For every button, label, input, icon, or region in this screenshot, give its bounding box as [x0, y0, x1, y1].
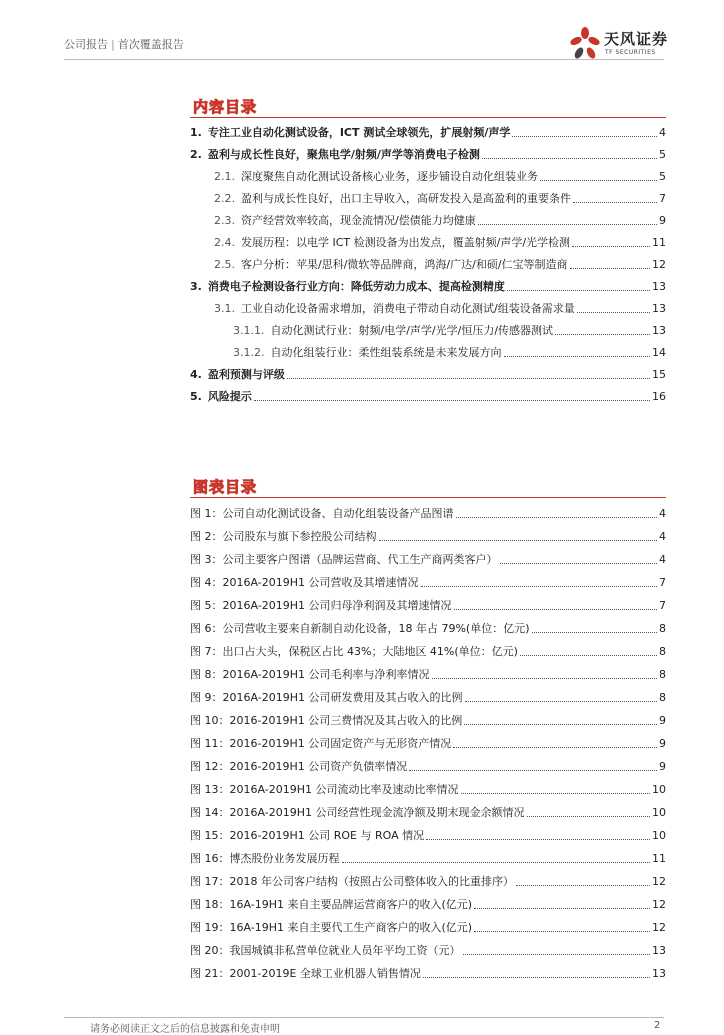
toc-leader-dots — [573, 202, 657, 203]
figure-leader-dots — [474, 908, 650, 909]
figure-item-label: 图 13：2016A-2019H1 公司流动比率及速动比率情况 — [190, 783, 459, 796]
toc-leader-dots — [482, 158, 657, 159]
figure-item-page: 11 — [652, 852, 666, 865]
figure-item-page: 8 — [659, 645, 666, 658]
toc-item-label: 风险提示 — [207, 390, 252, 403]
toc-item[interactable] — [214, 190, 666, 206]
figure-leader-dots — [464, 724, 657, 725]
toc-item[interactable] — [214, 300, 666, 316]
figure-leader-dots — [379, 540, 658, 541]
figure-leader-dots — [342, 862, 651, 863]
figure-item-label: 图 14：2016A-2019H1 公司经营性现金流净额及期末现金余额情况 — [190, 806, 525, 819]
figure-leader-dots — [421, 586, 657, 587]
figure-item-page: 10 — [652, 783, 666, 796]
toc-leader-dots — [512, 136, 657, 137]
figure-leader-dots — [453, 747, 657, 748]
toc-item-number: 2.4. — [214, 236, 235, 249]
figure-item-label: 图 4：2016A-2019H1 公司营收及其增速情况 — [190, 576, 419, 589]
figure-item-page: 8 — [659, 668, 666, 681]
toc-item-label: 自动化测试行业：射频/电学/声学/光学/恒压力/传感器测试 — [270, 324, 554, 337]
toc-item-number: 2.2. — [214, 192, 235, 205]
toc-item-label: 自动化组装行业：柔性组装系统是未来发展方向 — [270, 346, 502, 359]
toc-item-number: 3.1. — [214, 302, 235, 315]
breadcrumb — [64, 36, 184, 52]
figure-leader-dots — [423, 977, 650, 978]
figure-item-label: 图 16：博杰股份业务发展历程 — [190, 852, 340, 865]
figure-item-label: 图 20：我国城镇非私营单位就业人员年平均工资（元） — [190, 944, 461, 957]
figure-item-page: 4 — [659, 553, 666, 566]
toc-item-label: 消费电子检测设备行业方向：降低劳动力成本、提高检测精度 — [207, 280, 505, 293]
toc-leader-dots — [577, 312, 650, 313]
figure-item-page: 12 — [652, 898, 666, 911]
figure-item-label: 图 1：公司自动化测试设备、自动化组装设备产品图谱 — [190, 507, 454, 520]
figure-leader-dots — [461, 793, 651, 794]
toc-item[interactable] — [190, 146, 666, 162]
figure-item[interactable] — [190, 735, 666, 751]
toc-item[interactable] — [214, 234, 666, 250]
figures-title: 图表目录 — [193, 478, 258, 496]
figure-item-label: 图 15：2016-2019H1 公司 ROE 与 ROA 情况 — [190, 829, 425, 842]
figure-leader-dots — [426, 839, 650, 840]
toc-item-number: 2.1. — [214, 170, 235, 183]
toc-item-page: 12 — [652, 258, 666, 271]
breadcrumb-report-type: 公司报告 — [64, 38, 108, 51]
figure-leader-dots — [456, 517, 658, 518]
figure-leader-dots — [409, 770, 657, 771]
figure-item-page: 10 — [652, 806, 666, 819]
page-header — [0, 0, 724, 68]
toc-item-number: 3.1.1. — [233, 324, 265, 337]
toc-item-number: 5. — [190, 390, 202, 403]
toc-item[interactable] — [233, 344, 666, 360]
toc-item-number: 3.1.2. — [233, 346, 265, 359]
figure-leader-dots — [474, 931, 650, 932]
figure-leader-dots — [500, 563, 658, 564]
figure-item[interactable] — [190, 597, 666, 613]
toc-item[interactable] — [190, 124, 666, 140]
figure-item[interactable] — [190, 666, 666, 682]
toc-item[interactable] — [190, 388, 666, 404]
toc-item[interactable] — [214, 168, 666, 184]
figure-item[interactable] — [190, 689, 666, 705]
breadcrumb-separator: | — [111, 38, 115, 51]
figure-item[interactable] — [190, 919, 666, 935]
toc-item-page: 13 — [652, 280, 666, 293]
figure-item[interactable] — [190, 528, 666, 544]
header-divider — [64, 59, 664, 60]
figure-leader-dots — [520, 655, 657, 656]
footer-page-number: 2 — [654, 1020, 661, 1031]
figure-item-page: 12 — [652, 875, 666, 888]
figure-item-label: 图 18：16A-19H1 来自主要品牌运营商客户的收入(亿元) — [190, 898, 473, 911]
figure-leader-dots — [527, 816, 651, 817]
toc-item-label: 盈利与成长性良好，出口主导收入，高研发投入是高盈利的重要条件 — [241, 192, 571, 205]
figure-item[interactable] — [190, 850, 666, 866]
figure-item-label: 图 6：公司营收主要来自新制自动化设备，18 年占 79%(单位：亿元) — [190, 622, 530, 635]
figure-item-page: 8 — [659, 691, 666, 704]
figure-item-label: 图 12：2016-2019H1 公司资产负债率情况 — [190, 760, 408, 773]
figure-item-label: 图 19：16A-19H1 来自主要代工生产商客户的收入(亿元) — [190, 921, 473, 934]
toc-item[interactable] — [233, 322, 666, 338]
figure-item-label: 图 5：2016A-2019H1 公司归母净利润及其增速情况 — [190, 599, 452, 612]
figure-item-page: 9 — [659, 714, 666, 727]
toc-item-page: 5 — [659, 170, 666, 183]
figure-leader-dots — [516, 885, 650, 886]
figure-item-label: 图 9：2016A-2019H1 公司研发费用及其占收入的比例 — [190, 691, 463, 704]
toc-leader-dots — [540, 180, 657, 181]
figure-item[interactable] — [190, 781, 666, 797]
figure-item-label: 图 3：公司主要客户图谱（品牌运营商、代工生产商两类客户） — [190, 553, 498, 566]
figures-title-rule — [190, 497, 666, 498]
figure-leader-dots — [465, 701, 657, 702]
flower-logo-icon — [568, 27, 602, 63]
toc-item-page: 7 — [659, 192, 666, 205]
toc-item-label: 专注工业自动化测试设备，ICT 测试全球领先，扩展射频/声学 — [207, 126, 511, 139]
toc-item-page: 15 — [652, 368, 666, 381]
toc-item-page: 13 — [652, 324, 666, 337]
toc-leader-dots — [507, 290, 650, 291]
toc-item-page: 16 — [652, 390, 666, 403]
figure-item[interactable] — [190, 827, 666, 843]
toc-item-label: 客户分析：苹果/思科/微软等品牌商，鸿海/广达/和硕/仁宝等制造商 — [241, 258, 568, 271]
toc-leader-dots — [254, 400, 650, 401]
toc-item[interactable] — [214, 256, 666, 272]
figure-item[interactable] — [190, 574, 666, 590]
breadcrumb-report-kind: 首次覆盖报告 — [117, 38, 184, 51]
figure-item[interactable] — [190, 505, 666, 521]
figure-item-page: 4 — [659, 507, 666, 520]
toc-item-number: 3. — [190, 280, 202, 293]
toc-leader-dots — [572, 246, 650, 247]
figure-leader-dots — [532, 632, 657, 633]
toc-leader-dots — [570, 268, 650, 269]
figure-item[interactable] — [190, 942, 666, 958]
toc-item-page: 5 — [659, 148, 666, 161]
toc-leader-dots — [555, 334, 650, 335]
figure-item[interactable] — [190, 804, 666, 820]
figure-item-page: 7 — [659, 576, 666, 589]
figure-item-page: 10 — [652, 829, 666, 842]
toc-item[interactable] — [190, 366, 666, 382]
toc-leader-dots — [478, 224, 657, 225]
figure-item-label: 图 10：2016-2019H1 公司三费情况及其占收入的比例 — [190, 714, 463, 727]
figure-item-label: 图 21：2001-2019E 全球工业机器人销售情况 — [190, 967, 421, 980]
toc-item-page: 13 — [652, 302, 666, 315]
toc-item-page: 14 — [652, 346, 666, 359]
figure-item-label: 图 17：2018 年公司客户结构（按照占公司整体收入的比重排序） — [190, 875, 514, 888]
toc-item-label: 盈利与成长性良好，聚焦电学/射频/声学等消费电子检测 — [207, 148, 480, 161]
figure-item[interactable] — [190, 712, 666, 728]
figure-item-page: 13 — [652, 967, 666, 980]
figure-item-page: 4 — [659, 530, 666, 543]
toc-item-label: 深度聚焦自动化测试设备核心业务，逐步铺设自动化组装业务 — [241, 170, 538, 183]
toc-item-label: 资产经营效率较高，现金流情况/偿债能力均健康 — [241, 214, 476, 227]
toc-leader-dots — [504, 356, 651, 357]
figure-item-page: 9 — [659, 737, 666, 750]
toc-item-number: 2. — [190, 148, 202, 161]
figure-item-label: 图 8：2016A-2019H1 公司毛利率与净利率情况 — [190, 668, 430, 681]
toc-item-page: 4 — [659, 126, 666, 139]
figure-item-label: 图 11：2016-2019H1 公司固定资产与无形资产情况 — [190, 737, 452, 750]
figure-item-label: 图 2：公司股东与旗下参控股公司结构 — [190, 530, 377, 543]
figure-item[interactable] — [190, 965, 666, 981]
toc-item-number: 4. — [190, 368, 202, 381]
figure-item-page: 13 — [652, 944, 666, 957]
logo-subtitle: TF SECURITIES — [605, 49, 656, 56]
toc-item-number: 2.5. — [214, 258, 235, 271]
figure-leader-dots — [432, 678, 657, 679]
toc-item[interactable] — [214, 212, 666, 228]
toc-title-rule — [190, 117, 666, 118]
figure-leader-dots — [454, 609, 657, 610]
footer-disclaimer: 请务必阅读正文之后的信息披露和免责申明 — [90, 1024, 280, 1035]
company-logo — [568, 27, 678, 63]
figure-item-page: 12 — [652, 921, 666, 934]
toc-item-number: 2.3. — [214, 214, 235, 227]
toc-item-page: 11 — [652, 236, 666, 249]
figure-item[interactable] — [190, 758, 666, 774]
figure-item[interactable] — [190, 643, 666, 659]
figure-item[interactable] — [190, 551, 666, 567]
toc-item-label: 盈利预测与评级 — [207, 368, 285, 381]
footer-divider — [64, 1017, 664, 1018]
figure-item-page: 8 — [659, 622, 666, 635]
toc-item-number: 1. — [190, 126, 202, 139]
figure-item-page: 7 — [659, 599, 666, 612]
toc-leader-dots — [287, 378, 650, 379]
figure-item[interactable] — [190, 873, 666, 889]
figure-item[interactable] — [190, 896, 666, 912]
figure-item-label: 图 7：出口占大头，保税区占比 43%；大陆地区 41%(单位：亿元) — [190, 645, 518, 658]
figure-leader-dots — [463, 954, 651, 955]
toc-item-label: 工业自动化设备需求增加，消费电子带动自动化测试/组装设备需求量 — [241, 302, 575, 315]
toc-item-label: 发展历程：以电学 ICT 检测设备为出发点，覆盖射频/声学/光学检测 — [241, 236, 571, 249]
toc-item-page: 9 — [659, 214, 666, 227]
figure-item-page: 9 — [659, 760, 666, 773]
toc-item[interactable] — [190, 278, 666, 294]
logo-name: 天风证券 — [604, 30, 669, 48]
figure-item[interactable] — [190, 620, 666, 636]
toc-title: 内容目录 — [193, 98, 258, 116]
